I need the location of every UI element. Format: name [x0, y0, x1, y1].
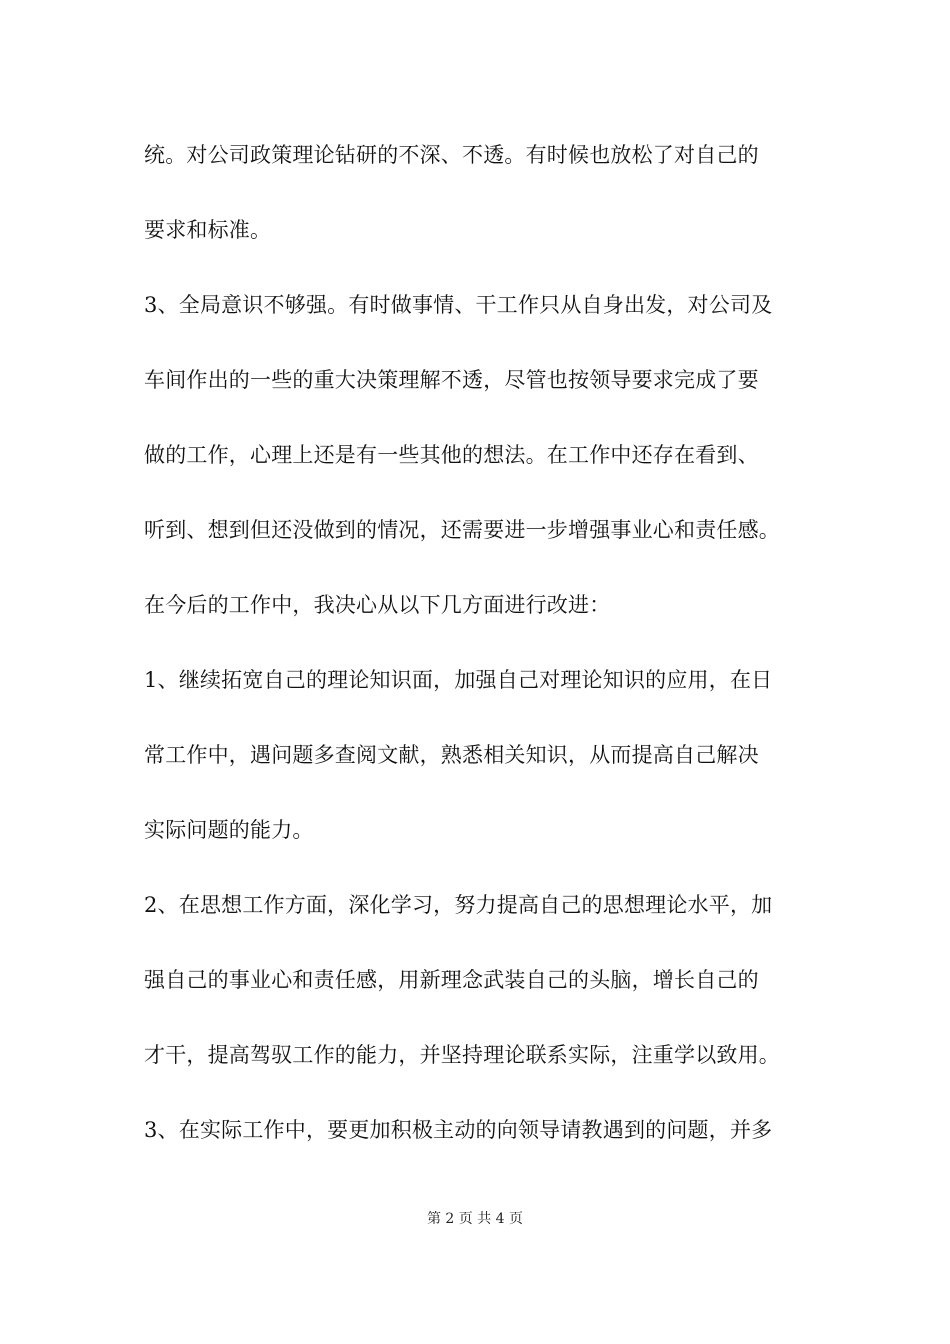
text-line: 做的工作，心理上还是有一些其他的想法。在工作中还存在看到、 [144, 443, 759, 467]
text-line: 要求和标准。 [144, 218, 272, 242]
text-line: 统。对公司政策理论钻研的不深、不透。有时候也放松了对自己的 [144, 143, 759, 167]
text-line: 强自己的事业心和责任感，用新理念武装自己的头脑，增长自己的 [144, 968, 759, 992]
text-line: 2、在思想工作方面，深化学习，努力提高自己的思想理论水平，加 [144, 893, 773, 917]
text-line: 在今后的工作中，我决心从以下几方面进行改进： [144, 593, 611, 617]
text-line: 才干，提高驾驭工作的能力，并坚持理论联系实际，注重学以致用。 [144, 1043, 780, 1067]
text-line: 听到、想到但还没做到的情况，还需要进一步增强事业心和责任感。 [144, 518, 780, 542]
text-line: 车间作出的一些的重大决策理解不透，尽管也按领导要求完成了要 [144, 368, 759, 392]
text-line: 常工作中，遇问题多查阅文献，熟悉相关知识，从而提高自己解决 [144, 743, 759, 767]
text-line: 3、全局意识不够强。有时做事情、干工作只从自身出发，对公司及 [144, 293, 773, 317]
text-line: 3、在实际工作中，要更加积极主动的向领导请教遇到的问题，并多 [144, 1118, 773, 1142]
page-number: 第 2 页 共 4 页 [426, 1211, 524, 1227]
body-text [144, 130, 809, 1180]
text-line: 1、继续拓宽自己的理论知识面，加强自己对理论知识的应用，在日 [144, 668, 773, 692]
text-line: 实际问题的能力。 [144, 818, 314, 842]
